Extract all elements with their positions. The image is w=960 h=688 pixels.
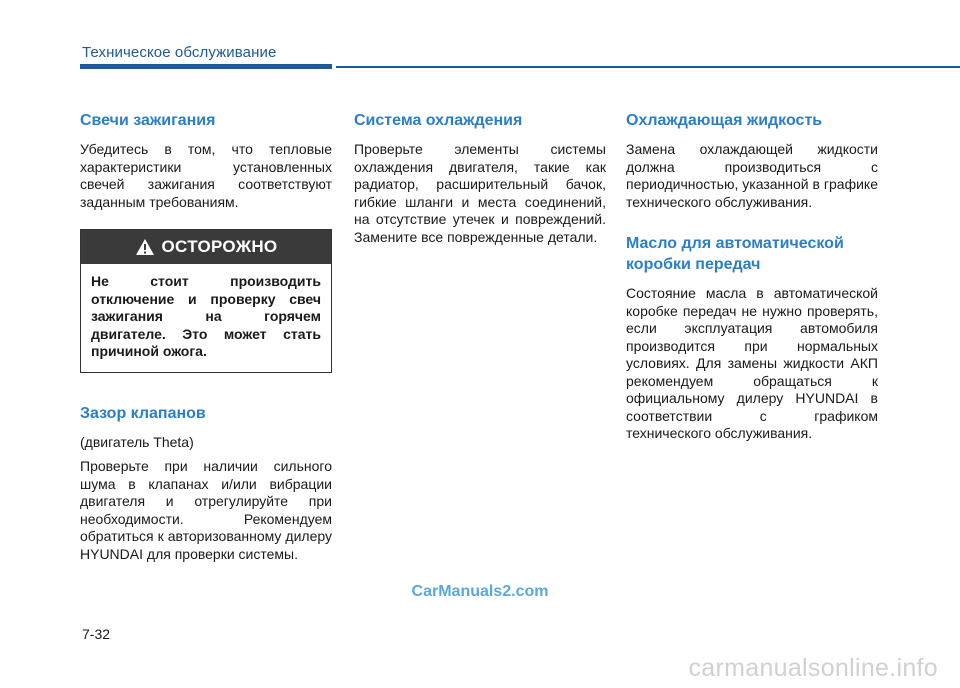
warning-title: ОСТОРОЖНО [161,237,278,256]
spark-plugs-text: Убедитесь в том, что тепловые характеристики установленных свечей зажигания соответствуют заданным требованиям. [80,141,332,210]
warning-text: Не стоит производить отключение и проверку свеч зажигания на горячем двигателе. Это может стать причиной ожога. [91,273,321,359]
cooling-system-text: Проверьте элементы системы охлаждения двигателя, такие как радиатор, расширительный бачок, гибкие шланги и места соединений, на отсутствие утечек и повреждений. Замените все поврежденные детали. [354,141,606,245]
warning-triangle-icon [135,238,155,256]
column-middle [354,110,606,246]
header-rule-thin [336,66,960,68]
coolant-text: Замена охлаждающей жидкости должна производиться с периодичностью, указанной в графике технического обслуживания. [626,141,878,210]
section-title: Техническое обслуживание [82,44,277,61]
valve-clearance-heading: Зазор клапанов [80,404,206,422]
column-right [626,110,878,443]
atf-heading: Масло для автоматической коробки передач [626,235,844,273]
valve-clearance-engine-note: (двигатель Theta) [80,433,194,450]
spark-plugs-heading: Свечи зажигания [80,112,216,129]
footer-site-watermark: carmanualsonline.info [688,654,938,682]
cooling-system-heading: Система охлаждения [354,112,523,129]
warning-header [81,230,331,264]
warning-box [80,229,332,373]
page-number: 7-32 [82,626,111,642]
coolant-heading: Охлаждающая жидкость [626,112,823,129]
watermark-link[interactable]: CarManuals2.com [411,583,549,600]
valve-clearance-text: Проверьте при наличии сильного шума в клапанах и/или вибрации двигателя и отрегулируйте при необходимости. Рекомендуем обратиться к авторизованному дилеру HYUNDAI для проверки системы. [80,458,332,562]
column-left [80,110,332,563]
header-rule-thick [80,64,332,69]
atf-text: Состояние масла в автоматической коробке передач не нужно проверять, если эксплуатация автомобиля производится при нормальных условиях. Для замены жидкости АКП рекомендуем обращаться к официальному дилеру HYUNDAI в соответствии с графиком технического обслуживания. [626,285,878,441]
